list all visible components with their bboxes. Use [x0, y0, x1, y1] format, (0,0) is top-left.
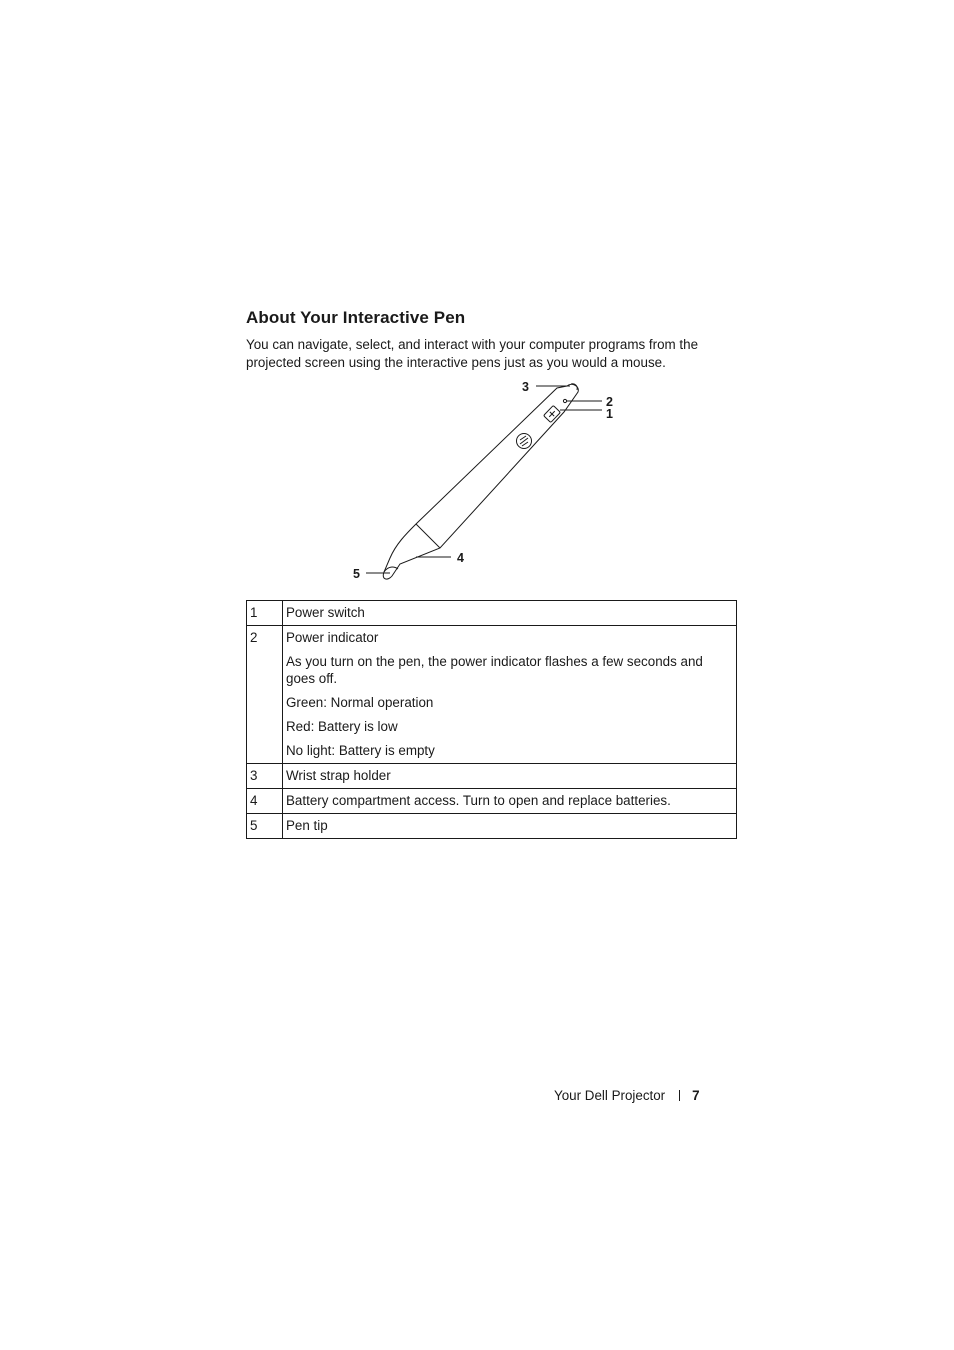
part-label: Wrist strap holder — [286, 768, 391, 783]
part-number: 2 — [247, 626, 283, 764]
part-description — [283, 601, 737, 626]
callout-4: 4 — [457, 551, 464, 565]
part-description — [283, 789, 737, 814]
power-indicator-icon — [563, 399, 566, 402]
table-row — [247, 814, 737, 839]
part-note: Green: Normal operation — [286, 695, 434, 710]
pen-figure — [340, 374, 640, 590]
section-title: About Your Interactive Pen — [246, 308, 466, 327]
power-switch-icon — [544, 405, 561, 422]
part-label: Power switch — [286, 605, 365, 620]
part-number: 1 — [247, 601, 283, 626]
table-row — [247, 601, 737, 626]
footer-doc-title: Your Dell Projector — [554, 1088, 666, 1103]
part-note: As you turn on the pen, the power indicator flashes a few seconds and goes off. — [286, 654, 703, 686]
table-row — [247, 764, 737, 789]
callout-3: 3 — [522, 380, 529, 394]
table-row — [247, 789, 737, 814]
interactive-pen-illustration — [340, 374, 640, 590]
part-note: No light: Battery is empty — [286, 743, 435, 758]
pen-logo-mark — [520, 436, 528, 446]
part-number: 5 — [247, 814, 283, 839]
parts-table — [246, 600, 737, 839]
part-number: 4 — [247, 789, 283, 814]
page-footer — [554, 1088, 700, 1103]
pen-body-outline — [383, 384, 578, 579]
part-number: 3 — [247, 764, 283, 789]
footer-separator — [679, 1090, 680, 1101]
callout-2: 2 — [606, 395, 613, 409]
page-number: 7 — [692, 1088, 700, 1103]
part-label: Power indicator — [286, 630, 379, 645]
battery-seam — [416, 524, 440, 548]
part-label: Pen tip — [286, 818, 328, 833]
part-note: Red: Battery is low — [286, 719, 398, 734]
section-intro: You can navigate, select, and interact with your computer programs from the projected screen using the interactive pens just as you would a mouse. — [246, 337, 699, 370]
part-description — [283, 814, 737, 839]
callout-1: 1 — [606, 407, 613, 421]
callout-5: 5 — [353, 567, 360, 581]
part-description — [283, 764, 737, 789]
table-row — [247, 626, 737, 764]
part-label: Battery compartment access. Turn to open and replace batteries. — [286, 793, 671, 808]
part-description — [283, 626, 737, 764]
